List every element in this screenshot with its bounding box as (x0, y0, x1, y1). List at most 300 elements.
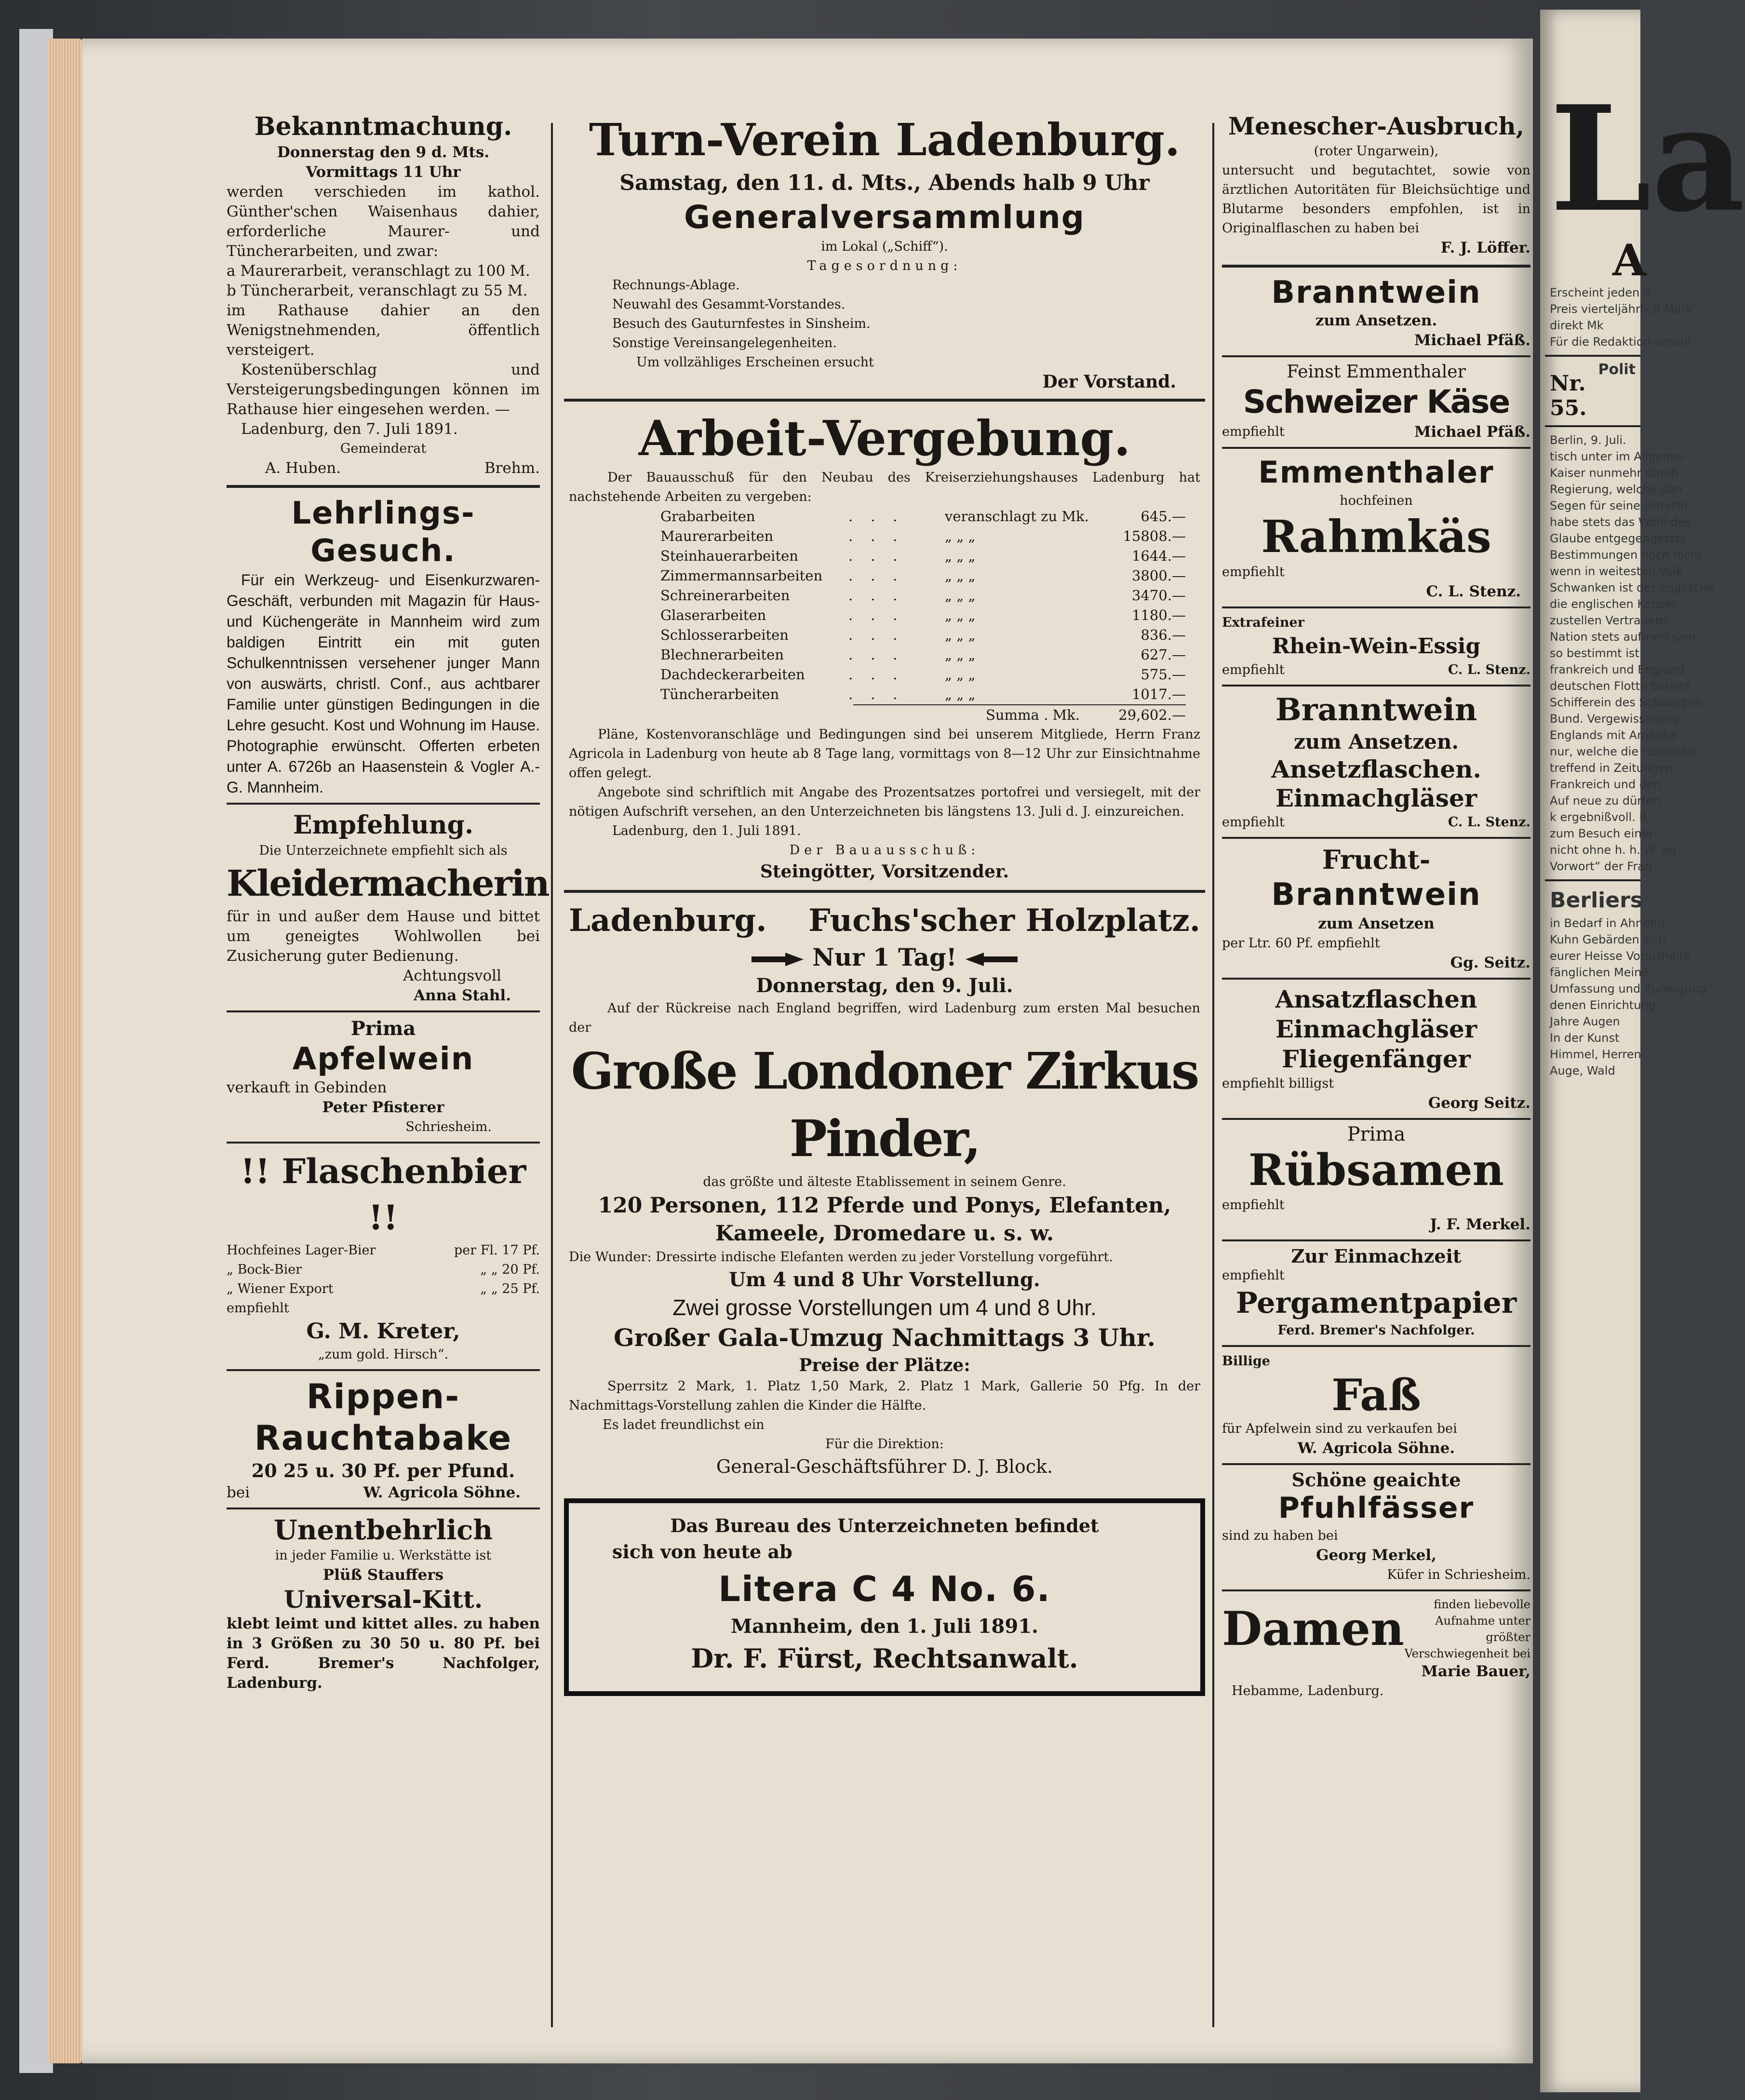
ad-sub: zum Ansetzen (1318, 915, 1435, 932)
signature: C. L. Stenz. (1448, 815, 1530, 830)
ad-place-date: Ladenburg, den 7. Juli 1891. (241, 420, 458, 438)
ad-headline: Universal-Kitt. (283, 1585, 483, 1614)
text-fragment: k ergebnißvoll. B (1550, 810, 1647, 824)
issue-row (1540, 362, 1640, 420)
ad-closing: Achtungsvoll (403, 967, 501, 984)
ad-text: Die Wunder: Dressirte indische Elefanten werden zu jeder Vorstellung vorgeführt. (569, 1250, 1113, 1265)
column-center (564, 111, 1205, 1696)
signature: Ferd. Bremer's Nachfolger. (1277, 1323, 1475, 1338)
ad-title: Pfuhlfässer (1278, 1491, 1475, 1525)
text-fragment: direkt Mk (1550, 319, 1604, 332)
text-fragment: Preis vierteljährlich Mark (1550, 302, 1693, 316)
works-row: Tüncherarbeiten . . . „ „ „ 1017.— (660, 685, 1186, 704)
sum-amount: 29,602.— (1118, 707, 1186, 723)
text-fragment: fänglichen Meine (1550, 966, 1649, 979)
text-fragment: die englischen Konser (1550, 597, 1677, 611)
ad-seitz (1222, 984, 1530, 1113)
ad-ruebsamen (1222, 1125, 1530, 1235)
text-fragment: in Bedarf in Ahnenn (1550, 916, 1665, 930)
ad-text: Pläne, Kostenvoranschläge und Bedingungen sind bei unserem Mitgliede, Herrn Franz Agricola in Ladenburg von heute ab 8 Tage lang, vormittags von 8—12 Uhr zur Einsichtnahme offen gelegt. (569, 727, 1200, 781)
work-label: Steinhauerarbeiten (660, 548, 798, 564)
ad-title: !! Flaschenbier !! (240, 1151, 526, 1238)
ad-apfelwein (227, 1017, 540, 1137)
ad-text: sich von heute ab (612, 1541, 792, 1562)
work-estimate: „ „ „ (945, 686, 976, 702)
signature: W. Agricola Söhne. (363, 1484, 521, 1501)
text-fragment: Himmel, Herren (1550, 1048, 1641, 1061)
text-fragment: Berlin, 9. Juli. (1550, 433, 1626, 447)
text-fragment: Umfassung und Zuneigung (1550, 982, 1706, 996)
signature: Marie Bauer, (1421, 1663, 1530, 1680)
ad-text: Zwei grosse Vorstellungen um 4 und 8 Uhr. (672, 1295, 1097, 1320)
work-estimate: „ „ „ (945, 528, 976, 544)
ad-text: Angebote sind schriftlich mit Angabe des Prozentsatzes portofrei und versiegelt, mit der nötigen Aufschrift versehen, an den Unterzeichneten bis längstens 13. Juli d. J. einzureichen. (569, 785, 1200, 819)
product: „ Wiener Export (227, 1281, 334, 1296)
ad-frucht-branntwein (1222, 844, 1530, 973)
ad-menescher (1222, 111, 1530, 258)
column-left (227, 111, 549, 1693)
ad-branntwein (1222, 274, 1530, 350)
ad-text: 120 Personen, 112 Pferde und Ponys, Elefanten, (598, 1193, 1171, 1218)
ad-agenda-title: Tagesordnung: (807, 258, 962, 273)
ad-place-date: Mannheim, den 1. Juli 1891. (731, 1615, 1038, 1638)
signature: Michael Pfäß. (1414, 332, 1530, 349)
ad-title: Turn-Verein Ladenburg. (589, 114, 1181, 166)
divider (227, 1142, 540, 1144)
ad-text: in jeder Familie u. Werkstätte ist (275, 1548, 492, 1563)
ad-text: untersucht und begutachtet, sowie von ärztlichen Autoritäten für Bleichsüchtige und Blutarme besonders empfohlen, ist in Originalflaschen zu haben bei (1222, 163, 1530, 236)
text-fragment: tisch unter im Allgemei (1550, 450, 1684, 463)
text-fragment: Jahre Augen (1550, 1015, 1620, 1028)
ad-title: Rauchtabake (254, 1418, 512, 1458)
ad-item: a Maurerarbeit, veranschlagt zu 100 M. (227, 262, 530, 280)
text-fragment: nur, welche die russische (1550, 745, 1697, 758)
text-fragment: Frankreich und den (1550, 778, 1662, 791)
text-fragment-list (1540, 915, 1706, 1079)
ad-pre: Zur Einmachzeit (1291, 1245, 1462, 1267)
price: „ „ 20 Pf. (480, 1262, 540, 1277)
ad-bekanntmachung (227, 111, 540, 478)
works-row: Schlosserarbeiten . . . „ „ „ 836.— (660, 625, 1186, 645)
section-head: Berliers (1550, 888, 1643, 913)
divider (1222, 1463, 1530, 1465)
text-fragment-list (1540, 432, 1715, 875)
ad-price: 20 25 u. 30 Pf. per Pfund. (251, 1460, 515, 1481)
ad-pre: Schöne geaichte (1291, 1469, 1461, 1491)
ad-recommend: empfiehlt (1222, 1198, 1285, 1212)
work-estimate: „ „ „ (945, 607, 976, 623)
work-amount: 3800.— (1131, 567, 1186, 584)
ad-signature-row (227, 1483, 540, 1503)
ad-text: bei (227, 1484, 250, 1501)
work-amount: 645.— (1141, 508, 1186, 525)
ad-headline: Litera C 4 No. 6. (718, 1569, 1051, 1609)
work-amount: 15808.— (1123, 528, 1186, 544)
ad-text: Ansetzflaschen. (1271, 755, 1481, 783)
works-row: Schreinerarbeiten . . . „ „ „ 3470.— (660, 586, 1186, 606)
works-row: Blechnerarbeiten . . . „ „ „ 627.— (660, 645, 1186, 665)
signature: J. F. Merkel. (1430, 1216, 1530, 1233)
sum-label: Summa . Mk. (986, 707, 1080, 723)
ad-title: Schweizer Käse (1243, 383, 1510, 420)
ad-time: Vormittags 11 Uhr (306, 163, 461, 181)
divider (1222, 685, 1530, 687)
ad-sub: hochfeinen (1340, 493, 1413, 508)
text-fragment: Auge, Wald (1550, 1064, 1615, 1077)
agenda-item: Neuwahl des Gesammt-Vorstandes. (612, 297, 846, 312)
ad-unentbehrlich (227, 1514, 540, 1693)
ad-rippen-rauchtabake (227, 1376, 540, 1503)
ad-damen (1222, 1596, 1530, 1701)
ad-title: Rübsamen (1248, 1144, 1504, 1196)
ad-title: Branntwein (1271, 877, 1481, 913)
ad-text: klebt leimt und kittet alles. zu haben in 3 Größen zu 30 50 u. 80 Pf. bei Ferd. Bremer's Nachfolger, Ladenburg. (227, 1615, 540, 1692)
ad-place: „zum gold. Hirsch“. (318, 1347, 449, 1362)
divider (227, 803, 540, 805)
ad-place: Küfer in Schriesheim. (1387, 1567, 1530, 1582)
ad-text: im Rathause dahier an den Wenigstnehmenden, öffentlich versteigert. (227, 302, 540, 359)
signature: Der Vorstand. (1042, 372, 1176, 392)
signature: Steingötter, Vorsitzender. (760, 862, 1009, 882)
divider (1545, 355, 1640, 357)
text-fragment: Kaiser nunmehr durch (1550, 466, 1678, 480)
works-row: Grabarbeiten . . . veranschlagt zu Mk. 645.— (660, 507, 1186, 526)
text-fragment: treffend in Zeitungen (1550, 761, 1673, 775)
divider (564, 890, 1205, 893)
divider (227, 1508, 540, 1509)
work-estimate: „ „ „ (945, 587, 976, 604)
ad-price: per Ltr. 60 Pf. empfiehlt (1222, 936, 1380, 951)
signature: C. L. Stenz. (1448, 662, 1530, 677)
text-fragment: Für die Redaktion verant (1550, 335, 1692, 349)
ad-schweizer-kaese (1222, 362, 1530, 442)
ad-authority: Der Bauausschuß: (789, 843, 980, 858)
ad-title: Bekanntmachung. (254, 112, 512, 141)
ad-text: Für ein Werkzeug- und Eisenkurzwaren-Geschäft, verbunden mit Magazin für Haus- und Küchengeräte in Mannheim wird zum baldigen Eintritt ein mit guten Schulkenntnissen versehener junger Mann von auswärts, christl. Conf., aus achtbarer Familie unter günstigen Bedingungen in die Lehre gesucht. Kost und Wohnung im Hause. Photographie erwünscht. Offerten erbeten unter A. 6726b an Haasenstein & Vogler A.-G. Mannheim. (227, 571, 540, 796)
work-label: Schreinerarbeiten (660, 587, 790, 604)
column-rule (1212, 123, 1214, 2027)
ad-text: Plüß Stauffers (322, 1566, 444, 1584)
ad-pre: Prima (1347, 1123, 1406, 1145)
ad-text: Die Unterzeichnete empfiehlt sich als (259, 843, 508, 858)
text-fragment: Bestimmungen noch nicht (1550, 548, 1702, 562)
text-fragment: deutschen Flotte bereits (1550, 679, 1691, 693)
ad-branntwein-ansetzen (1222, 691, 1530, 832)
divider (564, 399, 1205, 402)
ad-text: Auf der Rückreise nach England begriffen, wird Ladenburg zum ersten Mal besuchen der (569, 1001, 1200, 1035)
ad-text: Kameele, Dromedare u. s. w. (715, 1221, 1054, 1246)
ad-text: Der Bauausschuß für den Neubau des Kreiserziehungshauses Ladenburg hat nachstehende Arbeiten zu vergeben: (569, 470, 1200, 504)
divider (1222, 978, 1530, 980)
ad-title: Arbeit-Vergebung. (638, 410, 1131, 467)
ad-text: Einmachgläser (1275, 784, 1477, 812)
signature: A. Huben. (265, 459, 341, 477)
ad-signature-row (1222, 660, 1530, 680)
text-fragment: frankreich und England (1550, 663, 1685, 676)
ad-essig (1222, 613, 1530, 680)
price-row (227, 1241, 540, 1260)
text-fragment: Schwanken ist der englische (1550, 581, 1715, 594)
work-amount: 1017.— (1131, 686, 1186, 702)
ad-sub: zum Ansetzen. (1315, 312, 1437, 329)
text-fragment: Segen für seine Unterth (1550, 499, 1688, 512)
signature: General-Geschäftsführer D. J. Block. (716, 1456, 1053, 1477)
ad-text: Kostenüberschlag und Versteigerungsbedingungen können im Rathause hier eingesehen werden. — (227, 361, 540, 418)
work-label: Tüncherarbeiten (660, 686, 779, 702)
ad-bureau-box (564, 1498, 1205, 1696)
works-row: Zimmermannsarbeiten . . . „ „ „ 3800.— (660, 566, 1186, 586)
works-row: Maurerarbeiten . . . „ „ „ 15808.— (660, 526, 1186, 546)
ad-text: für Apfelwein sind zu verkaufen bei (1222, 1421, 1457, 1436)
work-estimate: „ „ „ (945, 666, 976, 683)
ad-pre: Prima (350, 1017, 416, 1040)
ad-date: Samstag, den 11. d. Mts., Abends halb 9 Uhr (619, 171, 1150, 195)
text-fragment: Vorwort“ der Fran (1550, 860, 1652, 873)
text-fragment: In der Kunst (1550, 1031, 1620, 1045)
signature: F. J. Löffer. (1440, 239, 1530, 256)
divider (1222, 447, 1530, 449)
work-label: Grabarbeiten (660, 508, 755, 525)
ad-zirkus (564, 900, 1205, 1479)
section-head: Polit (1598, 361, 1636, 378)
text-fragment: zustellen Vertrauens (1550, 614, 1669, 627)
page-edges (48, 39, 82, 2063)
text-fragment: Bund. Vergewisserung (1550, 712, 1679, 726)
ad-title: Apfelwein (292, 1041, 474, 1077)
price-row (227, 1279, 540, 1299)
ad-pergamentpapier (1222, 1246, 1530, 1340)
divider (1222, 265, 1530, 268)
text-fragment: so bestimmt ist (1550, 646, 1639, 660)
issue-number: Nr. 55. (1550, 371, 1587, 420)
ad-flaschenbier (227, 1148, 540, 1364)
ad-pre: Feinst Emmenthaler (1287, 362, 1466, 382)
works-row: Glaserarbeiten . . . „ „ „ 1180.— (660, 606, 1186, 625)
ad-prices-title: Preise der Plätze: (799, 1355, 970, 1375)
divider (1222, 1239, 1530, 1241)
ad-recommend: empfiehlt (227, 1301, 289, 1316)
work-label: Glaserarbeiten (660, 607, 766, 623)
ad-text: werden verschieden im kathol. Günther'schen Waisenhaus dahier, erforderliche Maurer- und Tüncherarbeiten, und zwar: (227, 183, 540, 260)
ad-text: verkauft in Gebinden (227, 1079, 387, 1096)
ad-text: für in und außer dem Hause und bittet um geneigtes Wohlwollen bei Zusicherung guter Bedienung. (227, 908, 540, 965)
agenda-item: Besuch des Gauturnfestes in Sinsheim. (612, 316, 871, 331)
signature: Michael Pfäß. (1414, 423, 1530, 441)
column-rule (551, 123, 553, 2027)
text-fragment: eurer Heisse Vorurtheile (1550, 949, 1690, 963)
ad-arbeit-vergebung (564, 408, 1205, 883)
ad-text: Fliegenfänger (1282, 1045, 1471, 1073)
work-estimate: „ „ „ (945, 548, 976, 564)
ad-venue: Fuchs'scher Holzplatz. (808, 902, 1200, 939)
ad-title: Empfehlung. (293, 810, 474, 840)
ad-date: Donnerstag den 9 d. Mts. (277, 144, 490, 161)
signature: C. L. Stenz. (1426, 583, 1521, 600)
work-amount: 836.— (1141, 627, 1186, 643)
ad-place: Schriesheim. (405, 1119, 492, 1134)
divider (227, 485, 540, 488)
ad-fass (1222, 1352, 1530, 1458)
ad-recommend: empfiehlt (1222, 424, 1285, 439)
ad-sub: (roter Ungarwein), (1314, 144, 1439, 159)
ad-recommend: empfiehlt (1222, 815, 1285, 830)
ad-item: b Tüncherarbeit, veranschlagt zu 55 M. (227, 282, 528, 299)
ad-text: zum Ansetzen. (1293, 730, 1459, 754)
ad-title: Damen (1222, 1602, 1404, 1656)
masthead-fragment: La (1550, 74, 1745, 244)
ad-header (564, 900, 1205, 942)
price-row (227, 1260, 540, 1279)
text-fragment: Nation stets aufmerksam (1550, 630, 1696, 644)
divider (1545, 879, 1640, 881)
column-right (1222, 111, 1530, 1701)
ad-turnverein (564, 111, 1205, 392)
signature: G. M. Kreter, (306, 1319, 460, 1344)
masthead-sub-fragment: A (1612, 235, 1646, 286)
agenda-item: Sonstige Vereinsangelegenheiten. (612, 336, 837, 350)
signature: W. Agricola Söhne. (1297, 1440, 1455, 1457)
ad-title: Menescher-Ausbruch, (1228, 112, 1525, 140)
ad-sub: das größte und älteste Etablissement in seinem Genre. (703, 1174, 1066, 1189)
next-page-edge (1540, 10, 1745, 2092)
ad-title: Gesuch. (310, 533, 456, 569)
ad-text: Das Bureau des Unterzeichneten befindet (670, 1515, 1099, 1536)
ad-signature-row (1222, 813, 1530, 832)
divider (227, 1010, 540, 1012)
product: „ Bock-Bier (227, 1262, 302, 1277)
ad-damen-row (1222, 1596, 1530, 1662)
ad-text: Einmachgläser (1275, 1015, 1477, 1043)
work-label: Dachdeckerarbeiten (660, 666, 805, 683)
ad-title: Emmenthaler (1258, 455, 1494, 490)
ad-text: Um 4 und 8 Uhr Vorstellung. (729, 1268, 1040, 1291)
divider (1222, 837, 1530, 839)
ad-recommend: empfiehlt (1222, 662, 1285, 677)
signature: Gg. Seitz. (1450, 954, 1530, 971)
ad-closing: Um vollzähliges Erscheinen ersucht (636, 355, 874, 370)
divider (1545, 425, 1640, 427)
ad-authority: Gemeinderat (340, 441, 427, 456)
signature: Dr. F. Fürst, Rechtsanwalt. (691, 1643, 1078, 1674)
divider (1222, 606, 1530, 608)
pointing-hand-right-icon (752, 950, 805, 969)
divider (1222, 1345, 1530, 1347)
works-row: Steinhauerarbeiten . . . „ „ „ 1644.— (660, 546, 1186, 566)
work-amount: 1644.— (1131, 548, 1186, 564)
price: „ „ 25 Pf. (480, 1281, 540, 1296)
ad-title: Pergamentpapier (1235, 1286, 1517, 1320)
ad-empfehlung (227, 809, 549, 1006)
pointing-hand-left-icon (965, 950, 1018, 969)
ad-text: Großer Gala-Umzug Nachmittags 3 Uhr. (613, 1323, 1156, 1352)
ad-text: Für die Direktion: (825, 1437, 944, 1452)
divider (1222, 1118, 1530, 1120)
ad-only-row (564, 942, 1205, 973)
ad-text: Sperrsitz 2 Mark, 1. Platz 1,50 Mark, 2. Platz 1 Mark, Gallerie 50 Pfg. In der Nachmittags-Vorstellung zahlen die Kinder die Hälfte. (569, 1379, 1200, 1413)
works-row: Dachdeckerarbeiten . . . „ „ „ 575.— (660, 665, 1186, 685)
text-fragment: Erscheint jeden S (1550, 286, 1651, 299)
work-estimate: „ „ „ (945, 627, 976, 643)
divider (227, 1369, 540, 1371)
ad-title: Faß (1331, 1370, 1421, 1421)
text-fragment: habe stets das Wohl des (1550, 515, 1691, 529)
divider (1222, 355, 1530, 357)
price: per Fl. 17 Pf. (454, 1243, 540, 1258)
signature: Peter Pfisterer (322, 1099, 444, 1116)
work-amount: 1180.— (1131, 607, 1186, 623)
text-fragment: Glaube entgegengestel (1550, 532, 1685, 545)
ad-recommend: empfiehlt (1222, 565, 1285, 579)
works-sum-row (853, 704, 1186, 725)
work-label: Maurerarbeiten (660, 528, 774, 544)
ad-title: Rhein-Wein-Essig (1272, 634, 1481, 659)
ad-place: im Lokal („Schiff“). (821, 239, 948, 254)
ad-headline: Kleidermacherin (227, 863, 549, 904)
work-estimate: „ „ „ (945, 567, 976, 584)
work-label: Zimmermannsarbeiten (660, 567, 823, 584)
ad-signatures (227, 458, 540, 478)
ad-place: Ladenburg. (569, 902, 767, 939)
ad-title: Unentbehrlich (273, 1514, 493, 1546)
ad-text: Es ladet freundlichst ein (603, 1417, 765, 1432)
ad-title: Große Londoner Zirkus Pinder, (571, 1041, 1198, 1168)
ad-place-date: Ladenburg, den 1. Juli 1891. (612, 823, 801, 838)
ad-lehrlings-gesuch (227, 495, 540, 798)
text-fragment: denen Einrichtung (1550, 998, 1656, 1012)
ad-pfuhlfaesser (1222, 1470, 1530, 1585)
text-fragment: zum Besuch einer (1550, 827, 1654, 840)
signature: Anna Stahl. (414, 987, 511, 1004)
ad-pre: Extrafeiner (1222, 615, 1304, 630)
text-fragment: wenn in weitesten Volk (1550, 565, 1683, 578)
ad-text: finden liebevolle Aufnahme unter größter Verschwiegenheit bei (1404, 1598, 1530, 1660)
work-estimate: „ „ „ (945, 646, 976, 663)
text-fragment: Englands mit Amerika (1550, 728, 1677, 742)
product: Hochfeines Lager-Bier (227, 1243, 376, 1258)
text-fragment: Regierung, welche den (1550, 483, 1682, 496)
ad-title: Branntwein (1271, 275, 1481, 310)
text-fragment: nicht ohne h. h. W. an (1550, 843, 1676, 857)
work-amount: 627.— (1141, 646, 1186, 663)
ad-signature-row (1222, 422, 1530, 442)
ad-date: Donnerstag, den 9. Juli. (756, 974, 1013, 997)
ad-text: sind zu haben bei (1222, 1528, 1338, 1543)
signature: Brehm. (484, 459, 540, 477)
ad-title: Frucht- (1322, 844, 1431, 875)
ad-emmenthaler (1222, 454, 1530, 602)
work-amount: 3470.— (1131, 587, 1186, 604)
text-fragment: Auf neue zu dürfen (1550, 794, 1661, 808)
work-amount: 575.— (1141, 666, 1186, 683)
ad-title: Rippen- (306, 1377, 460, 1416)
ad-pre: Billige (1222, 1354, 1270, 1369)
text-fragment: Schifferein des Schwarzen (1550, 696, 1702, 709)
ad-headline: Generalversammlung (684, 199, 1085, 236)
ad-place: Hebamme, Ladenburg. (1232, 1683, 1384, 1698)
ad-title: Lehrlings- (291, 496, 475, 531)
ad-recommend: empfiehlt (1222, 1268, 1285, 1283)
signature: Georg Merkel, (1316, 1547, 1436, 1564)
work-label: Schlosserarbeiten (660, 627, 789, 643)
work-estimate: veranschlagt zu Mk. (945, 508, 1089, 525)
ad-title: Branntwein (1275, 692, 1477, 728)
divider (1222, 1589, 1530, 1591)
work-label: Blechnerarbeiten (660, 646, 784, 663)
signature: Georg Seitz. (1428, 1094, 1530, 1112)
ad-headline: Nur 1 Tag! (812, 943, 957, 971)
agenda-item: Rechnungs-Ablage. (612, 278, 740, 293)
works-table (660, 507, 1186, 725)
